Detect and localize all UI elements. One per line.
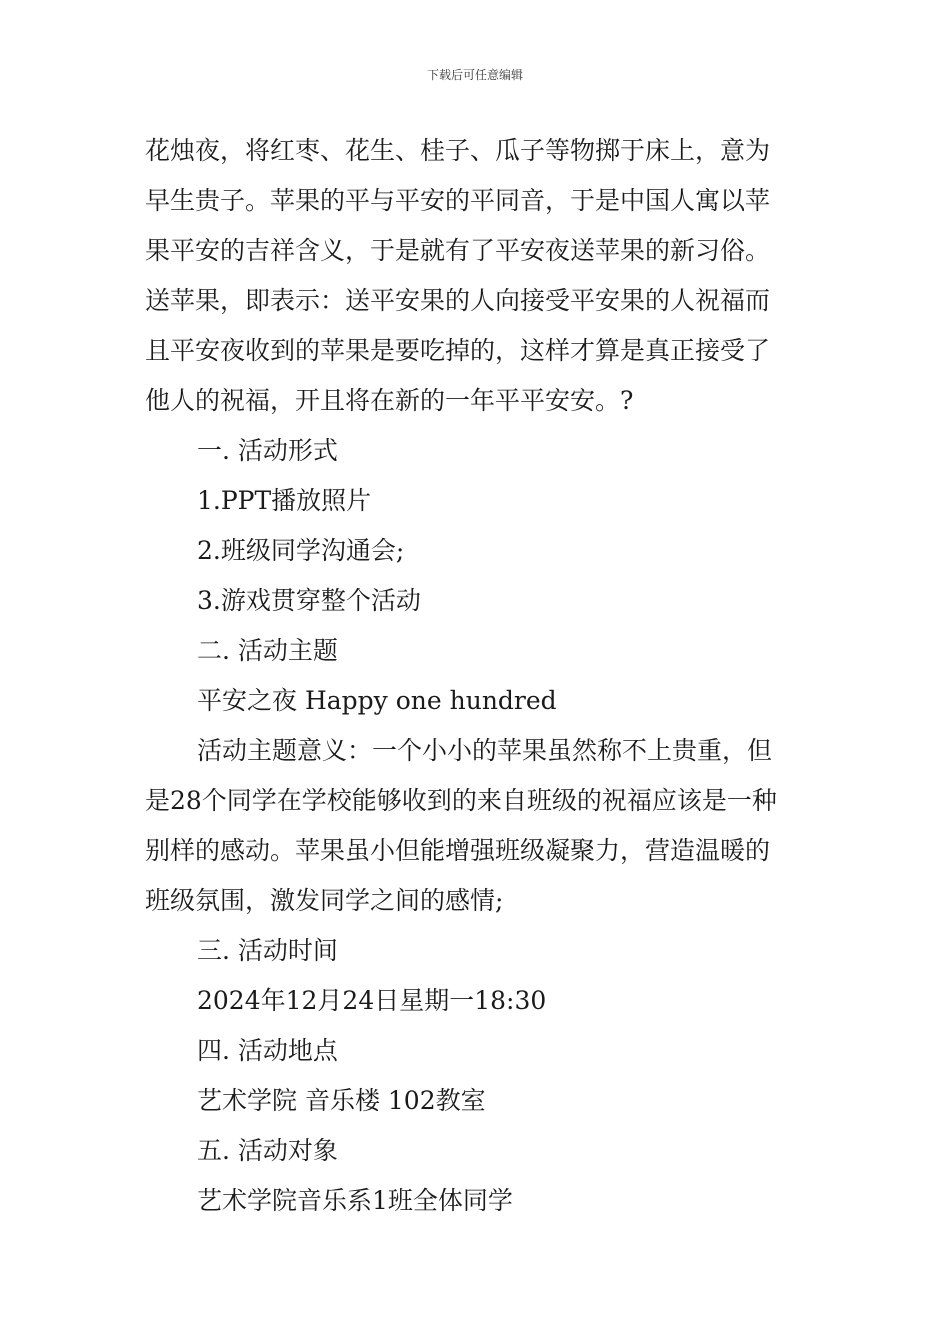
section-heading-activity-time: 三. 活动时间 <box>197 936 338 965</box>
section-heading-activity-theme: 二. 活动主题 <box>197 636 338 665</box>
activity-audience-text: 艺术学院音乐系1班全体同学 <box>197 1186 513 1215</box>
activity-location-text: 艺术学院 音乐楼 102教室 <box>197 1086 486 1115</box>
paragraph-line: 早生贵子。苹果的平与平安的平同音，于是中国人寓以苹 <box>145 186 771 215</box>
paragraph-line: 送苹果，即表示：送平安果的人向接受平安果的人祝福而 <box>145 286 771 315</box>
section-heading-activity-location: 四. 活动地点 <box>197 1036 338 1065</box>
list-item: 2.班级同学沟通会; <box>197 536 405 565</box>
paragraph-line: 是28个同学在学校能够收到的来自班级的祝福应该是一种 <box>145 786 777 815</box>
theme-text: 平安之夜 Happy one hundred <box>197 686 557 715</box>
paragraph-line: 活动主题意义：一个小小的苹果虽然称不上贵重，但 <box>197 736 773 765</box>
section-heading-activity-audience: 五. 活动对象 <box>197 1136 338 1165</box>
document-body <box>145 126 810 1226</box>
section-heading-activity-form: 一. 活动形式 <box>197 436 338 465</box>
paragraph-line: 果平安的吉祥含义，于是就有了平安夜送苹果的新习俗。 <box>145 236 771 265</box>
page-header-note: 下载后可任意编辑 <box>426 68 523 82</box>
activity-time-text: 2024年12月24日星期一18:30 <box>197 986 547 1015</box>
paragraph-line: 且平安夜收到的苹果是要吃掉的，这样才算是真正接受了 <box>145 336 771 365</box>
paragraph-line: 班级氛围，激发同学之间的感情; <box>145 886 504 915</box>
list-item: 1.PPT播放照片 <box>197 486 372 515</box>
paragraph-line: 别样的感动。苹果虽小但能增强班级凝聚力，营造温暖的 <box>145 836 771 865</box>
paragraph-line: 他人的祝福，开且将在新的一年平平安安。? <box>145 386 634 415</box>
list-item: 3.游戏贯穿整个活动 <box>197 586 421 615</box>
paragraph-line: 花烛夜，将红枣、花生、桂子、瓜子等物掷于床上，意为 <box>145 136 771 165</box>
